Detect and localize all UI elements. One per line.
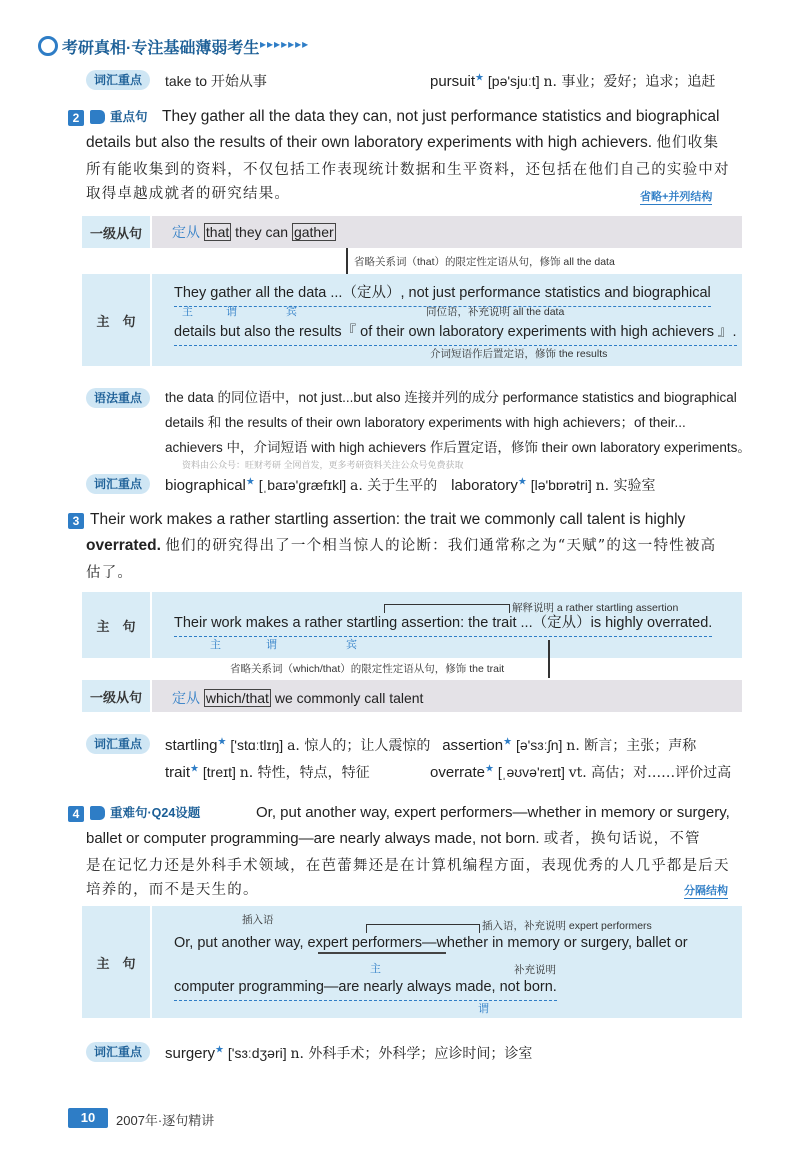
clause-prefix: 定从 <box>172 690 200 706</box>
sentence-number: 3 <box>68 513 84 529</box>
annotation: 插入语 <box>242 914 274 926</box>
vocab-definition: a. 关于生平的 <box>349 478 438 494</box>
sentence-en-line: overrated. <box>86 537 161 554</box>
clause-text: we commonly call talent <box>270 690 424 706</box>
header-title: 考研真相·专注基础薄弱考生 <box>62 40 260 57</box>
sub-clause <box>172 222 336 242</box>
sentence-zh: 所有能收集到的资料，不仅包括工作表现统计数据和生平资料，还包括在他们自己的实验中对 <box>86 162 730 178</box>
vocab-definition: n. 断言；主张；声称 <box>566 738 697 754</box>
annotation: 解释说明 a rather startling assertion <box>512 602 679 614</box>
sentence-en-line: ballet or computer programming—are nearly always made, not born. <box>86 830 540 847</box>
vocab-tag: 词汇重点 <box>86 474 150 494</box>
vocab-phonetic: [treɪt] <box>202 764 236 780</box>
sentence-zh: 培养的，而不是天生的。 <box>86 882 259 898</box>
vocab-item <box>165 1043 532 1063</box>
star-icon: ★ <box>485 763 494 775</box>
sub-clause <box>172 688 423 708</box>
main-clause-band <box>152 906 742 1018</box>
main-clause-line: details but also the results『 of their own laboratory experiments with high achievers 』. <box>174 319 737 346</box>
vocab-item <box>165 475 656 495</box>
vocab-word: biographical <box>165 477 246 494</box>
annotation: 同位语，补充说明 all the data <box>426 306 565 318</box>
sentence-zh: 估了。 <box>86 565 134 581</box>
role-verb: 谓 <box>226 306 237 318</box>
vocab-phonetic: [ə'sɜːʃn] <box>515 737 563 753</box>
clause-prefix: 定从 <box>172 224 200 240</box>
vocab-item <box>430 762 731 782</box>
grammar-text: details 和 the results of their own laboratory experiments with high achievers；of their... <box>165 415 686 430</box>
vocab-phonetic: [ˌbaɪə'ɡræfɪkl] <box>258 477 347 493</box>
role-subject: 主 <box>210 639 221 651</box>
annotation: 省略关系词（that）的限定性定语从句，修饰 all the data <box>354 256 615 268</box>
vocab-item <box>165 735 696 755</box>
vocab-phonetic: [pə'sjuːt] <box>487 73 540 89</box>
sentence-en: Or, put another way, expert performers—whether in memory or surgery, <box>256 804 730 821</box>
star-icon: ★ <box>190 763 199 775</box>
relative-word: that <box>205 224 230 240</box>
star-icon: ★ <box>215 1044 224 1056</box>
vocab-definition: n. 外科手术；外科学；应诊时间；诊室 <box>290 1046 533 1062</box>
annotation: 介词短语作后置定语，修饰 the results <box>430 348 608 360</box>
vocab-word: startling <box>165 737 218 754</box>
vocab-phonetic: ['sɜːdʒəri] <box>227 1045 287 1061</box>
sentence-en <box>86 533 716 559</box>
vocab-phonetic: [lə'bɒrətri] <box>530 477 592 493</box>
sentence-zh: 或者，换句话说，不管 <box>543 831 701 847</box>
role-verb: 谓 <box>478 1003 489 1015</box>
sentence-number: 2 <box>68 110 84 126</box>
role-subject: 主 <box>370 963 381 975</box>
vocab-definition: a. 惊人的；让人震惊的 <box>287 738 431 754</box>
vocab-word: assertion <box>442 737 504 754</box>
clause-label: 一级从句 <box>82 216 150 248</box>
main-clause-line: Or, put another way, expert performers—whether in memory or surgery, ballet or <box>174 935 688 951</box>
footer-title: 2007年·逐句精讲 <box>116 1113 215 1128</box>
vocab-definition: n. 特性，特点，特征 <box>239 765 370 781</box>
sentence-en: Their work makes a rather startling assertion: the trait we commonly call talent is highly <box>90 511 686 528</box>
sentence-zh: 他们的研究得出了一个相当惊人的论断：我们通常称之为“天赋”的这一特性被高 <box>165 538 717 554</box>
clause-label: 主 句 <box>82 592 150 658</box>
vocab-word: overrate <box>430 764 486 781</box>
sentence-zh: 他们收集 <box>656 135 720 151</box>
search-logo-icon <box>38 36 58 56</box>
main-clause-line: computer programming—are nearly always made, not born. <box>174 974 557 1001</box>
structure-note: 分隔结构 <box>684 882 728 899</box>
star-icon: ★ <box>517 476 527 488</box>
vocab-item <box>165 762 370 782</box>
clause-label: 主 句 <box>82 906 150 1018</box>
clause-text: they can <box>231 224 292 240</box>
page-number: 10 <box>68 1108 108 1128</box>
vocab-item: take to 开始从事 <box>165 73 267 89</box>
role-object: 宾 <box>346 639 357 651</box>
role-verb: 谓 <box>266 639 277 651</box>
vocab-word: trait <box>165 764 191 781</box>
main-clause-line: They gather all the data ...（定从）, not just performance statistics and biographical <box>174 280 711 307</box>
vocab-tag: 词汇重点 <box>86 734 150 754</box>
grammar-text: the data 的同位语中，not just...but also 连接并列的成分 performance statistics and biographical <box>165 390 737 405</box>
clause-label: 主 句 <box>82 274 150 366</box>
star-icon: ★ <box>503 736 513 748</box>
sentence-en <box>86 130 719 156</box>
sentence-zh: 取得卓越成就者的研究结果。 <box>86 186 291 202</box>
star-icon: ★ <box>217 736 227 748</box>
structure-note: 省略+并列结构 <box>640 188 712 205</box>
vocab-word: pursuit <box>430 73 476 90</box>
vocab-phonetic: ['stɑːtlɪŋ] <box>230 737 284 753</box>
annotation: 插入语，补充说明 expert performers <box>482 920 652 932</box>
vocab-tag: 词汇重点 <box>86 1042 150 1062</box>
vocab-definition: vt. 高估；对……评价过高 <box>568 765 732 781</box>
vocab-definition: n. 实验室 <box>595 478 656 494</box>
relative-word: which/that <box>205 690 269 706</box>
header-arrows: ▸▸▸▸▸▸▸ <box>260 37 310 51</box>
sentence-flag: 重点句 <box>90 108 148 126</box>
vocab-word: laboratory <box>451 477 518 494</box>
role-object: 宾 <box>286 306 297 318</box>
clause-verb: gather <box>293 224 334 240</box>
star-icon: ★ <box>475 72 484 84</box>
vocab-definition: n. 事业；爱好；追求；追赶 <box>543 74 716 90</box>
annotation: 省略关系词（which/that）的限定性定语从句，修饰 the trait <box>230 663 505 675</box>
vocab-word: surgery <box>165 1045 216 1062</box>
sentence-zh: 是在记忆力还是外科手术领域，在芭蕾舞还是在计算机编程方面，表现优秀的人几乎都是后天 <box>86 858 730 874</box>
vocab-phonetic: [ˌəʊvə'reɪt] <box>497 764 565 780</box>
star-icon: ★ <box>245 476 255 488</box>
vocab-item <box>430 71 715 91</box>
sentence-flag: 重难句·Q24设题 <box>90 804 200 822</box>
sentence-number: 4 <box>68 806 84 822</box>
sentence-en: They gather all the data they can, not just performance statistics and biographical <box>162 108 720 125</box>
main-clause-line: Their work makes a rather startling assertion: the trait ...（定从）is highly overrated. <box>174 610 712 637</box>
clause-label: 一级从句 <box>82 680 150 712</box>
subject-underline <box>318 952 446 954</box>
sentence-en <box>86 826 701 852</box>
grammar-tag: 语法重点 <box>86 388 150 408</box>
connector-line <box>548 640 550 678</box>
vocab-tag: 词汇重点 <box>86 70 150 90</box>
watermark: 资料由公众号：旺财考研 全网首发，更多考研资料关注公众号免费获取 <box>182 460 464 470</box>
role-subject: 主 <box>182 306 193 318</box>
annotation: 补充说明 <box>514 964 556 976</box>
grammar-text: achievers 中，介词短语 with high achievers 作后置定语，修饰 their own laboratory experiments。 <box>165 440 751 455</box>
sentence-en-line: details but also the results of their own laboratory experiments with high achievers. <box>86 134 653 151</box>
